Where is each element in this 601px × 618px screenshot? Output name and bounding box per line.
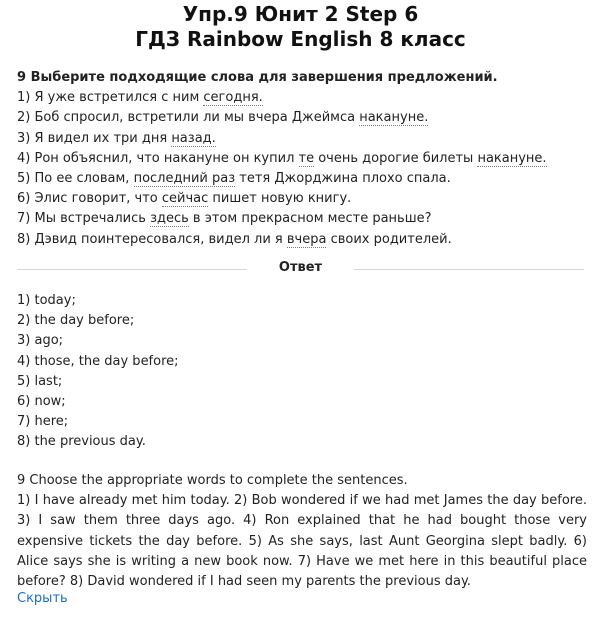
english-heading: 9 Choose the appropriate words to complete the sentences. — [17, 473, 408, 488]
exercise-line-3: 3) Я видел их три дня назад. — [17, 130, 216, 146]
answer-item: 1) today; — [17, 293, 76, 308]
exercise-line-6: 6) Элис говорит, что сейчас пишет новую книгу. — [17, 191, 352, 207]
answer-label: Ответ — [278, 260, 323, 275]
exercise-line-7: 7) Мы встречались здесь в этом прекрасном месте раньше? — [17, 211, 432, 227]
answer-item: 7) here; — [17, 414, 69, 430]
exercise-heading: 9 Выберите подходящие слова для завершения предложений. — [17, 70, 498, 85]
english-translation — [17, 471, 587, 592]
answer-divider — [17, 259, 584, 279]
highlight-word: вчера — [286, 231, 327, 247]
exercise-block — [17, 68, 592, 250]
answer-item: 8) the previous day. — [17, 434, 146, 450]
english-text: 1) I have already met him today. 2) Bob wondered if we had met James the day before. 3) I saw them three days ago. 4) Ron explained that he had bought those very expensive tickets the day before. 5) As she says, last Aunt Georgina slept badly. 6) Alice says she is writing a new book now. 7) Have we met here in this beautiful place before? 8) David wondered if I had seen my parents the previous day. — [17, 493, 587, 590]
highlight-word: последний раз — [133, 171, 236, 187]
answer-item: 5) last; — [17, 373, 63, 389]
answer-item: 6) now; — [17, 394, 66, 410]
answer-list — [17, 291, 179, 453]
answer-item: 4) those, the day before; — [17, 353, 179, 369]
highlight-word: те — [298, 150, 315, 166]
exercise-line-1: 1) Я уже встретился с ним сегодня. — [17, 90, 263, 106]
highlight-word: сегодня. — [203, 90, 263, 106]
exercise-line-8: 8) Дэвид поинтересовался, видел ли я вчера своих родителей. — [17, 231, 452, 247]
highlight-word: накануне. — [477, 150, 547, 166]
answer-item: 3) ago; — [17, 333, 64, 349]
highlight-word: здесь — [150, 211, 189, 227]
answer-item: 2) the day before; — [17, 313, 135, 329]
exercise-line-2: 2) Боб спросил, встретили ли мы вчера Джеймса накануне. — [17, 110, 429, 126]
highlight-word: назад. — [171, 130, 216, 146]
exercise-line-4: 4) Рон объяснил, что накануне он купил те очень дорогие билеты накануне. — [17, 150, 547, 166]
exercise-line-5: 5) По ее словам, последний раз тетя Джорджина плохо спала. — [17, 171, 451, 187]
page-title: Упр.9 Юнит 2 Step 6 — [182, 2, 419, 26]
page-subtitle: ГДЗ Rainbow English 8 класс — [135, 27, 466, 51]
highlight-word: сейчас — [161, 191, 209, 207]
highlight-word: накануне. — [359, 110, 429, 126]
divider-rule-right — [354, 269, 584, 270]
hide-link[interactable]: Скрыть — [17, 591, 68, 606]
